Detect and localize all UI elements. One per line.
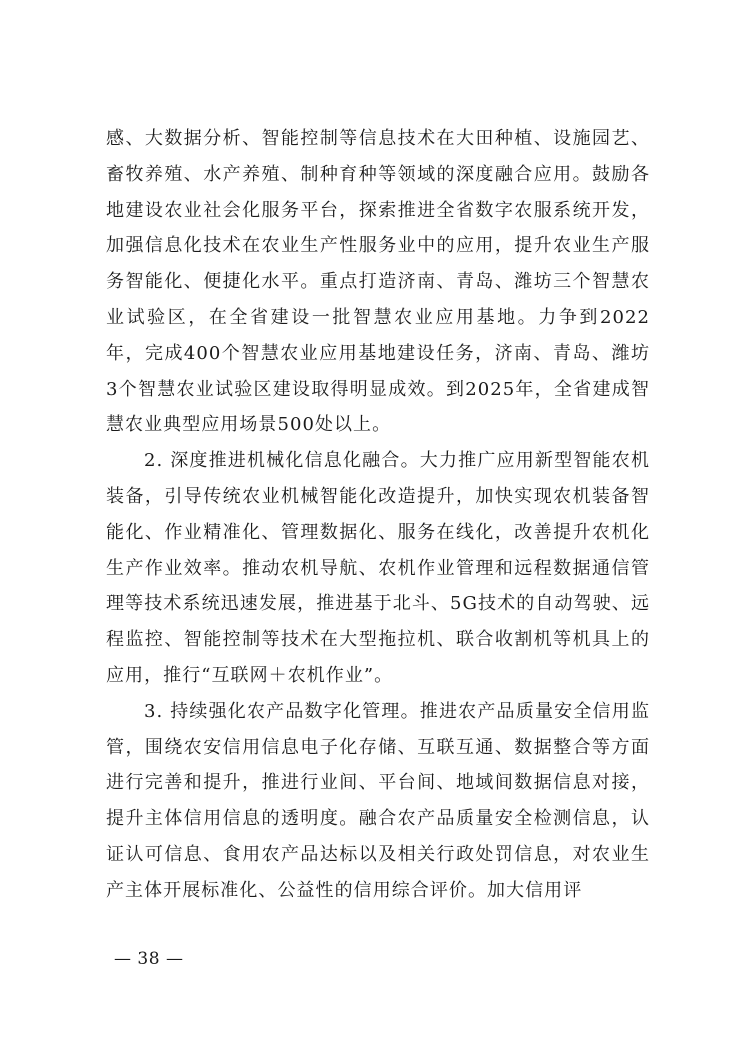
document-body [106, 121, 650, 909]
paragraph-agri-products: 3. 持续强化农产品数字化管理。推进农产品质量安全信用监管，围绕农安信用信息电子化存储、互联互通、数据整合等方面进行完善和提升，推进行业间、平台间、地域间数据信息对接，提升主体信用信息的透明度。融合农产品质量安全检测信息，认证认可信息、食用农产品达标以及相关行政处罚信息，对农业生产主体开展标准化、公益性的信用综合评价。加大信用评 [106, 700, 650, 901]
paragraph-continuation: 感、大数据分析、智能控制等信息技术在大田种植、设施园艺、畜牧养殖、水产养殖、制种育种等领域的深度融合应用。鼓励各地建设农业社会化服务平台，探索推进全省数字农服系统开发，加强信息化技术在农业生产性服务业中的应用，提升农业生产服务智能化、便捷化水平。重点打造济南、青岛、潍坊三个智慧农业试验区，在全省建设一批智慧农业应用基地。力争到2022年，完成400个智慧农业应用基地建设任务，济南、青岛、潍坊3个智慧农业试验区建设取得明显成效。到2025年，全省建成智慧农业典型应用场景500处以上。 [106, 128, 650, 436]
page-number: — 38 — [114, 949, 184, 969]
paragraph-mechanization: 2. 深度推进机械化信息化融合。大力推广应用新型智能农机装备，引导传统农业机械智能化改造提升，加快实现农机装备智能化、作业精准化、管理数据化、服务在线化，改善提升农机化生产作业效率。推动农机导航、农机作业管理和远程数据通信管理等技术系统迅速发展，推进基于北斗、5G技术的自动驾驶、远程监控、智能控制等技术在大型拖拉机、联合收割机等机具上的应用，推行“互联网＋农机作业”。 [106, 450, 650, 686]
